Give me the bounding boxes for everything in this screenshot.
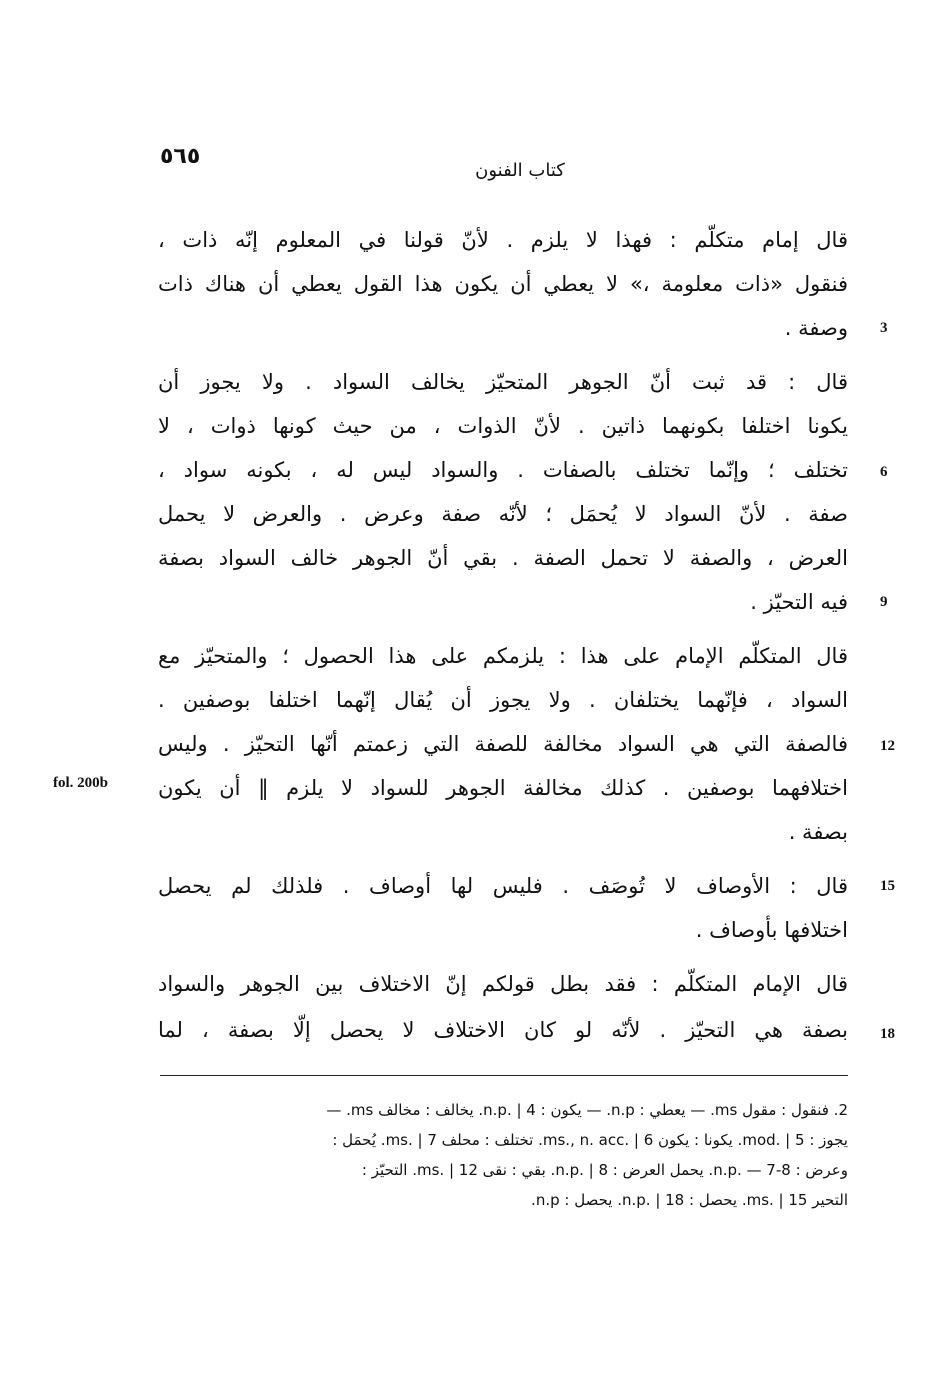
- footnote-line: التحير ms. | 15. يحصل : n.p. | 18. يحصل : n.p.: [531, 1191, 848, 1209]
- text-line: السواد ، فإنّهما يختلفان . ولا يجوز أن يُقال إنّهما اختلفا بوصفين .: [158, 688, 848, 712]
- footnote-rule: [160, 1075, 848, 1076]
- text-line: بصفة هي التحيّز . لأنّه لو كان الاختلاف لا يحصل إلّا بصفة ، لما: [158, 1018, 848, 1042]
- line-number: 12: [880, 738, 895, 754]
- text-line: وصفة .: [784, 316, 848, 340]
- line-number: 15: [880, 878, 895, 894]
- text-line: قال المتكلّم الإمام على هذا : يلزمكم على هذا الحصول ؛ والمتحيّز مع: [158, 644, 848, 668]
- text-line: قال : الأوصاف لا تُوصَف . فليس لها أوصاف . فلذلك لم يحصل: [158, 874, 848, 898]
- line-number: 6: [880, 464, 888, 480]
- line-number: 18: [880, 1026, 895, 1042]
- text-line: العرض ، والصفة لا تحمل الصفة . بقي أنّ الجوهر خالف السواد بصفة: [158, 546, 848, 570]
- text-line: قال : قد ثبت أنّ الجوهر المتحيّز يخالف السواد . ولا يجوز أن: [158, 370, 848, 394]
- text-line: فالصفة التي هي السواد مخالفة للصفة التي زعمتم أنّها التحيّز . وليس: [158, 732, 848, 756]
- text-line: صفة . لأنّ السواد لا يُحمَل ؛ لأنّه صفة وعرض . والعرض لا يحمل: [158, 502, 848, 526]
- text-line: فنقول «ذات معلومة ،» لا يعطي أن يكون هذا القول يعطي أن هناك ذات: [158, 272, 848, 296]
- line-number: 9: [880, 594, 888, 610]
- text-line: بصفة .: [788, 820, 848, 844]
- running-title: كتاب الفنون: [475, 160, 565, 181]
- text-line: تختلف ؛ وإنّما تختلف بالصفات . والسواد ليس له ، بكونه سواد ،: [158, 458, 848, 482]
- footnote-line: وعرض : n.p. — 7-8. يحمل العرض : n.p. | 8. بقي : نقى ms. | 12. التحيّز :: [361, 1161, 848, 1179]
- footnote-line: 2. فنقول : مقول ms. — يعطي : n.p. — يكون : n.p. | 4. يخالف : مخالف ms. —: [326, 1101, 848, 1119]
- text-line: اختلافها بأوصاف .: [695, 918, 848, 942]
- text-line: قال إمام متكلّم : فهذا لا يلزم . لأنّ قولنا في المعلوم إنّه ذات ،: [158, 228, 848, 252]
- line-number: 3: [880, 320, 888, 336]
- footnote-line: يجوز : mod. | 5. يكونا : يكون ms., n. acc. | 6. تختلف : محلف ms. | 7. يُحمَل :: [332, 1131, 848, 1149]
- text-line: يكونا اختلفا بكونهما ذاتين . لأنّ الذوات ، من حيث كونها ذوات ، لا: [158, 414, 848, 438]
- text-line: اختلافهما بوصفين . كذلك مخالفة الجوهر للسواد لا يلزم ‖ أن يكون: [158, 776, 848, 800]
- margin-folio-note: fol. 200b: [53, 775, 109, 791]
- text-line: قال الإمام المتكلّم : فقد بطل قولكم إنّ الاختلاف بين الجوهر والسواد: [158, 972, 848, 996]
- page-number: ٥٦٥: [160, 144, 201, 169]
- text-line: فيه التحيّز .: [750, 590, 848, 614]
